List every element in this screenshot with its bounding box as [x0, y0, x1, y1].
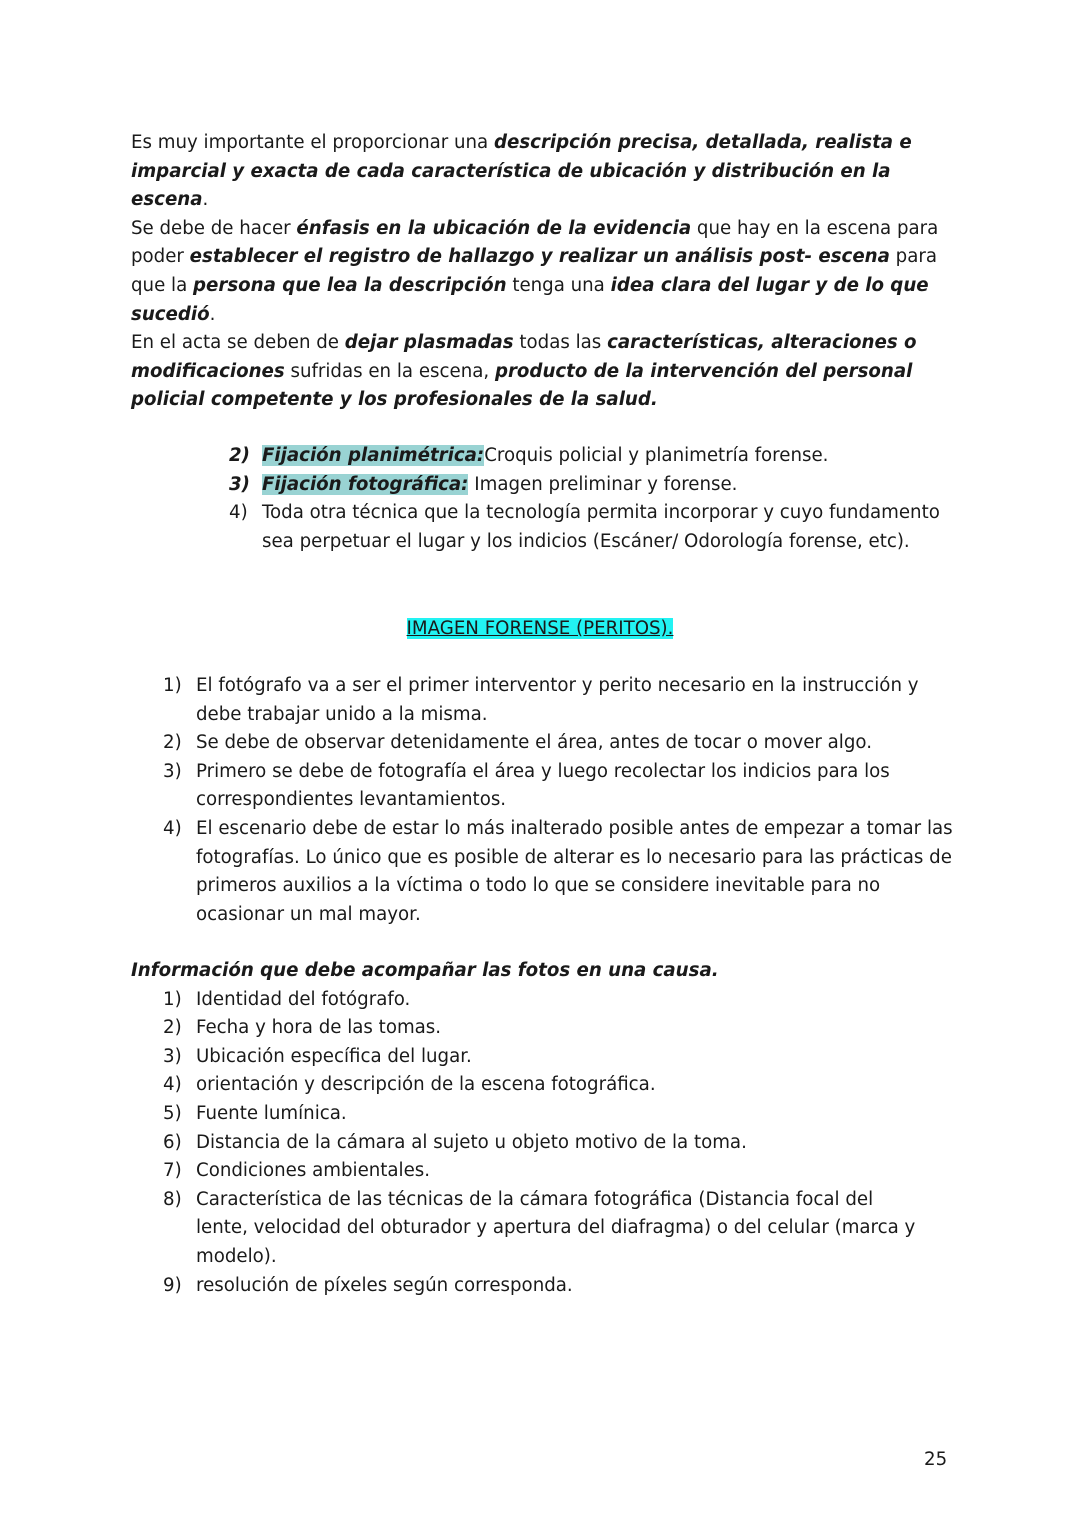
list-item [163, 1100, 923, 1129]
section-title-text: IMAGEN FORENSE (PERITOS). [406, 618, 674, 639]
list-item [163, 1071, 923, 1100]
list-item [163, 1014, 923, 1043]
item-text: Condiciones ambientales. [196, 1160, 431, 1182]
text-run: Se debe de hacer [131, 217, 297, 239]
item-text: Fuente lumínica. [196, 1102, 347, 1124]
list-item [229, 442, 949, 471]
text-run: para que la [131, 246, 937, 296]
list-item [163, 815, 953, 929]
item-number: 3) [163, 1045, 182, 1067]
item-number: 1) [163, 988, 182, 1010]
text-run: Es muy importante el proporcionar una [131, 132, 494, 153]
item-number: 2) [163, 732, 182, 754]
list-item [229, 499, 949, 556]
paragraph [131, 329, 951, 415]
item-text: Identidad del fotógrafo. [196, 988, 411, 1010]
item-number: 2) [163, 1017, 182, 1039]
item-text: resolución de píxeles según corresponda. [196, 1274, 573, 1296]
item-text: Fecha y hora de las tomas. [196, 1017, 442, 1039]
paragraph [131, 215, 951, 329]
list-item [163, 1129, 923, 1158]
paragraph [131, 129, 951, 215]
item-number: 1) [163, 675, 182, 696]
item-text: Se debe de observar detenidamente el área, antes de tocar o mover algo. [196, 732, 872, 754]
item-text: Característica de las técnicas de la cámara fotográfica (Distancia focal del lente, velocidad del obturador y apertura del diafragma) o del celular (marca y modelo). [196, 1188, 916, 1267]
item-text: El fotógrafo va a ser el primer interventor y perito necesario en la instrucción y debe trabajar unido a la misma. [196, 675, 919, 725]
item-number: 4) [163, 817, 182, 839]
item-number: 9) [163, 1274, 182, 1296]
emphasis: dejar plasmadas [344, 332, 514, 354]
item-number: 7) [163, 1160, 182, 1182]
emphasis: énfasis en la ubicación de la evidencia [296, 217, 692, 239]
text-run: . [202, 189, 209, 211]
text-run: tenga una [506, 274, 611, 296]
text-run: que hay en la escena para poder [131, 217, 939, 268]
info-heading: Información que debe acompañar las fotos en una causa. [131, 960, 719, 981]
text-run: . [209, 303, 216, 325]
text-run: En el acta se deben de [131, 332, 345, 354]
emphasis: producto de la intervención del personal policial competente y los profesionales de la salud. [131, 360, 913, 411]
item-number: 3) [229, 473, 250, 495]
list-item [163, 986, 923, 1015]
item-text: Primero se debe de fotografía el área y luego recolectar los indicios para los correspondientes levantamientos. [196, 760, 890, 811]
list-item [163, 1043, 923, 1072]
item-number: 3) [163, 760, 182, 782]
item-number: 2) [229, 445, 250, 466]
page-number: 25 [924, 1449, 948, 1470]
intro-text [131, 129, 951, 415]
peritos-list [163, 672, 953, 929]
item-text: Distancia de la cámara al sujeto u objeto motivo de la toma. [196, 1131, 747, 1153]
list-item [163, 1157, 923, 1186]
item-text: Croquis policial y planimetría forense. [484, 445, 829, 466]
item-text: El escenario debe de estar lo más inalterado posible antes de empezar a tomar las fotografías. Lo único que es posible de alterar es lo necesario para las prácticas de primeros auxilios a la víctima o todo lo que se considere inevitable para no ocasionar un mal mayor. [196, 817, 953, 925]
emphasis: persona que lea la descripción [193, 274, 507, 296]
list-item [229, 471, 949, 500]
info-section [131, 957, 951, 1300]
item-number: 4) [229, 502, 248, 524]
list-item [163, 1272, 923, 1301]
list-item [163, 672, 953, 729]
section-title [0, 615, 1080, 644]
item-number: 5) [163, 1102, 182, 1124]
list-item [163, 1186, 923, 1272]
info-list [163, 986, 923, 1301]
item-text: Toda otra técnica que la tecnología permita incorporar y cuyo fundamento sea perpetuar el lugar y los indicios (Escáner/ Odorología forense, etc). [262, 502, 940, 552]
item-number: 8) [163, 1188, 182, 1210]
emphasis: descripción precisa, detallada, realista e imparcial y exacta de cada característica de ubicación y distribución en la escena [131, 132, 912, 211]
emphasis: características, alteraciones o modificaciones [131, 332, 917, 382]
list-item [163, 729, 953, 758]
item-text: Imagen preliminar y forense. [468, 473, 738, 495]
text-run: sufridas en la escena, [284, 360, 495, 382]
item-label: Fijación planimétrica: [262, 445, 485, 466]
item-label: Fijación fotográfica: [262, 473, 469, 495]
emphasis: idea clara del lugar y de lo que sucedió [131, 274, 929, 325]
fijacion-list [229, 442, 949, 556]
item-text: orientación y descripción de la escena fotográfica. [196, 1074, 656, 1096]
item-number: 4) [163, 1074, 182, 1096]
item-number: 6) [163, 1131, 182, 1153]
emphasis: establecer el registro de hallazgo y realizar un análisis post- escena [189, 246, 890, 268]
text-run: todas las [513, 332, 608, 354]
list-item [163, 758, 953, 815]
item-text: Ubicación específica del lugar. [196, 1045, 472, 1067]
